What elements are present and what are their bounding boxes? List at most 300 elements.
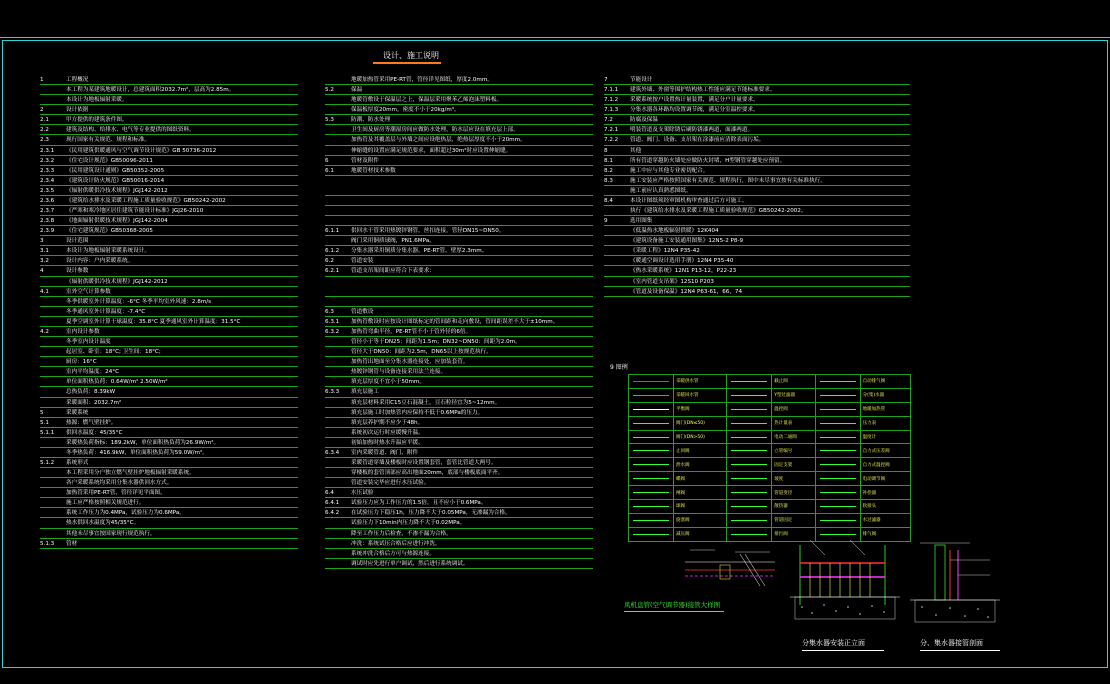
legend-label: 补偿器 bbox=[860, 486, 910, 500]
legend-symbol bbox=[629, 486, 674, 500]
note-text: 《建筑设备施工安装通用图集》12N5-2 P8-9 bbox=[630, 238, 744, 245]
note-row bbox=[325, 418, 593, 428]
note-text: 系统冲洗合格后方可与热源连接。 bbox=[351, 550, 435, 557]
note-number: 2.1 bbox=[40, 117, 49, 124]
legend-symbol bbox=[629, 500, 674, 514]
note-row bbox=[325, 468, 593, 478]
note-number: 6.2.1 bbox=[325, 268, 340, 275]
note-number: 5 bbox=[40, 409, 44, 416]
note-row bbox=[40, 468, 298, 478]
note-number: 6 bbox=[325, 157, 329, 164]
note-text: 设计依据 bbox=[66, 107, 89, 114]
legend-row bbox=[629, 486, 911, 500]
notes-column-left bbox=[40, 75, 298, 549]
note-text: 水压试验 bbox=[351, 490, 374, 497]
legend-line-icon bbox=[633, 381, 669, 382]
note-row bbox=[604, 236, 910, 246]
note-text: 分集水器各环路均设置调节阀，满足分室温控要求。 bbox=[630, 107, 759, 114]
note-text: 《民用建筑设计通则》GB50352-2005 bbox=[66, 167, 165, 174]
note-text: 所有管道穿越防火墙处应做防火封堵，H型钢管穿越处应预留。 bbox=[630, 157, 786, 164]
note-text: 施工应严格按照相关规范进行。 bbox=[66, 500, 145, 507]
legend-label: 分(集)水器 bbox=[860, 388, 910, 402]
note-row bbox=[40, 206, 298, 216]
note-text: 在试验压力下稳压1h，压力降不大于0.05MPa，无渗漏为合格。 bbox=[351, 510, 511, 517]
note-number: 6.2 bbox=[325, 258, 334, 265]
note-row bbox=[40, 85, 298, 95]
note-text: 《采暖工程》12N4 P35-42 bbox=[630, 248, 700, 255]
note-text: 《低温热水地板辐射供暖》12K404 bbox=[630, 228, 719, 235]
note-text: 工程概况 bbox=[66, 77, 89, 83]
note-text: 系统工作压力为0.4MPa，试验压力为0.6MPa。 bbox=[66, 510, 185, 517]
note-row bbox=[325, 478, 593, 488]
note-text: 冬季热负荷：416.9kW，单位面积热负荷为59.0W/m²。 bbox=[66, 449, 208, 456]
legend-label: 闸阀 bbox=[674, 486, 727, 500]
note-number: 2 bbox=[40, 107, 44, 114]
note-text: 设计范围 bbox=[66, 238, 89, 245]
note-row bbox=[604, 196, 910, 206]
note-row bbox=[40, 125, 298, 135]
note-row bbox=[325, 266, 593, 276]
note-row bbox=[604, 176, 910, 186]
legend-symbol bbox=[629, 472, 674, 486]
note-row bbox=[40, 508, 298, 518]
note-text: 管道敷设 bbox=[351, 308, 374, 315]
legend-symbol bbox=[815, 458, 860, 472]
frame-top-line bbox=[0, 37, 1110, 38]
note-text: 采暖系统 bbox=[66, 409, 89, 416]
note-row bbox=[325, 196, 593, 206]
caption-fan-coil-detail: 风机盘管(空气调节器)接管大样图 bbox=[624, 601, 721, 609]
note-number: 8.3 bbox=[604, 177, 613, 184]
note-number: 7.2.2 bbox=[604, 137, 619, 144]
note-text: 管道安装 bbox=[351, 258, 374, 265]
note-row bbox=[325, 186, 593, 196]
legend-label: 电动二通阀 bbox=[772, 430, 815, 444]
legend-line-icon bbox=[731, 381, 767, 382]
caption-manifold-section: 分、集水器接管剖面 bbox=[920, 639, 983, 647]
legend-label: 立管编号 bbox=[772, 444, 815, 458]
note-row bbox=[325, 277, 593, 287]
note-number: 3 bbox=[40, 238, 44, 245]
note-text: 热水供回水温度为45/35°C。 bbox=[66, 520, 140, 527]
note-number: 6.3.1 bbox=[325, 318, 340, 325]
legend-label: Y型过滤器 bbox=[772, 388, 815, 402]
note-text: 地暖管敷设于保温层之上，保温层采用聚苯乙烯泡沫塑料板。 bbox=[351, 97, 503, 104]
note-text: 《住宅设计规范》GB50096-2011 bbox=[66, 157, 153, 164]
note-text: 地暖管材技术参数 bbox=[351, 167, 396, 174]
note-row bbox=[325, 95, 593, 105]
note-row bbox=[604, 75, 910, 85]
legend-label: 阀门(DN≤50) bbox=[674, 416, 727, 430]
note-number: 5.1.2 bbox=[40, 459, 55, 466]
note-row bbox=[40, 266, 298, 276]
legend-line-icon bbox=[820, 464, 856, 465]
note-number: 4.2 bbox=[40, 328, 49, 335]
note-number: 2.3 bbox=[40, 137, 49, 144]
note-row bbox=[40, 75, 298, 85]
legend-symbol bbox=[727, 458, 772, 472]
legend-line-icon bbox=[731, 437, 767, 438]
note-text: 其他 bbox=[630, 147, 642, 154]
note-row bbox=[325, 297, 593, 307]
note-row bbox=[325, 357, 593, 367]
legend-line-icon bbox=[731, 506, 767, 507]
legend-label: 采暖供水管 bbox=[674, 375, 727, 389]
note-number: 2.3.3 bbox=[40, 167, 55, 174]
note-row bbox=[40, 408, 298, 418]
note-row bbox=[40, 518, 298, 528]
note-row bbox=[325, 347, 593, 357]
note-row bbox=[325, 458, 593, 468]
note-row bbox=[604, 105, 910, 115]
note-row bbox=[40, 377, 298, 387]
legend-symbol bbox=[815, 430, 860, 444]
legend-row bbox=[629, 458, 911, 472]
note-text: 采暖热负荷指标：189.2kW，单位面积热负荷为26.9W/m²。 bbox=[66, 439, 220, 446]
note-row bbox=[325, 408, 593, 418]
note-number: 2.3.2 bbox=[40, 157, 55, 164]
note-row bbox=[325, 216, 593, 226]
note-row bbox=[40, 236, 298, 246]
note-text: 《建筑设计防火规范》GB50016-2014 bbox=[66, 177, 165, 184]
note-number: 6.1.1 bbox=[325, 228, 340, 235]
note-number: 8.1 bbox=[604, 157, 613, 164]
legend-symbol bbox=[727, 375, 772, 389]
note-text: 填充层厚度不宜小于50mm。 bbox=[351, 379, 425, 386]
note-text: 室内采暖管道、阀门、附件 bbox=[351, 449, 419, 456]
note-text: 降至工作压力后检查，不渗不漏为合格。 bbox=[351, 530, 452, 537]
legend-label: 水过滤器 bbox=[860, 513, 910, 527]
legend-line-icon bbox=[820, 520, 856, 521]
note-row bbox=[325, 287, 593, 297]
note-row bbox=[40, 357, 298, 367]
note-number: 8.4 bbox=[604, 197, 613, 204]
legend-label: 电动调节阀 bbox=[860, 472, 910, 486]
note-text: 《室内管道支吊架》12S10 P203 bbox=[630, 278, 714, 285]
note-row bbox=[40, 297, 298, 307]
notes-column-right bbox=[604, 75, 910, 297]
note-number: 8 bbox=[604, 147, 608, 154]
legend-row bbox=[629, 388, 911, 402]
note-row bbox=[40, 448, 298, 458]
note-row bbox=[325, 438, 593, 448]
legend-symbol bbox=[629, 430, 674, 444]
note-text: 厨房：16°C bbox=[66, 359, 97, 366]
legend-symbol bbox=[815, 500, 860, 514]
note-row bbox=[325, 508, 593, 518]
legend-symbol bbox=[629, 402, 674, 416]
legend-label: 地暖加热管 bbox=[860, 402, 910, 416]
note-row bbox=[325, 387, 593, 397]
legend-line-icon bbox=[731, 464, 767, 465]
legend-line-icon bbox=[820, 506, 856, 507]
note-text: 施工中应与其他专业密切配合。 bbox=[630, 167, 709, 174]
note-text: 热镀锌钢管与设备连接采用法兰连接。 bbox=[351, 369, 447, 376]
note-text: 《民用建筑供暖通风与空气调节设计规范》GB 50736-2012 bbox=[66, 147, 217, 154]
note-number: 2.3.7 bbox=[40, 208, 55, 215]
legend-label: 温控阀 bbox=[772, 402, 815, 416]
note-text: 《地面辐射供暖技术规程》JGJ142-2004 bbox=[66, 218, 168, 225]
note-number: 6.4.1 bbox=[325, 500, 340, 507]
note-row bbox=[604, 277, 910, 287]
legend-symbol bbox=[815, 444, 860, 458]
legend-symbol bbox=[629, 513, 674, 527]
note-number: 3.2 bbox=[40, 258, 49, 265]
note-row bbox=[325, 75, 593, 85]
note-row bbox=[40, 166, 298, 176]
legend-symbol bbox=[629, 527, 674, 541]
legend-line-icon bbox=[633, 423, 669, 424]
legend-label: 旋塞阀 bbox=[674, 513, 727, 527]
note-number: 2.3.9 bbox=[40, 228, 55, 235]
note-number: 2.3.8 bbox=[40, 218, 55, 225]
note-text: 冬季供暖室外计算温度：-6°C 冬季平均室外风速：2.8m/s bbox=[66, 298, 212, 305]
legend-line-icon bbox=[731, 478, 767, 479]
legend-symbol bbox=[727, 513, 772, 527]
note-number: 7.1.1 bbox=[604, 87, 619, 94]
note-text: 现行国家有关规范、规程和标准。 bbox=[66, 137, 150, 144]
note-number: 2.3.4 bbox=[40, 177, 55, 184]
note-text: 《暖通空调设计选用手册》12N4 P35-40 bbox=[630, 258, 734, 265]
legend-symbol bbox=[629, 388, 674, 402]
legend-symbol bbox=[815, 375, 860, 389]
legend-line-icon bbox=[633, 520, 669, 521]
legend-row bbox=[629, 500, 911, 514]
note-text: 选用图集 bbox=[630, 218, 653, 225]
note-row bbox=[40, 438, 298, 448]
note-number: 5.1.3 bbox=[40, 540, 55, 547]
note-text: 管径大于DN50：间距为2.5m，DN65以上按规范执行。 bbox=[351, 349, 492, 356]
note-text: 明装管道及支架除锈后刷防锈漆两道，面漆两道。 bbox=[630, 127, 754, 134]
note-text: 采暖系统按户设置热计量装置，满足分户计量要求。 bbox=[630, 97, 759, 104]
detail-manifold-section-drawing bbox=[910, 535, 1000, 635]
note-text: 管材 bbox=[66, 540, 78, 547]
note-number: 7 bbox=[604, 77, 608, 83]
note-row bbox=[40, 337, 298, 347]
note-row bbox=[40, 539, 298, 549]
legend-label: 压力表 bbox=[860, 416, 910, 430]
note-text: 单位面积热负荷：0.64W/m² 2.50W/m² bbox=[66, 379, 168, 386]
note-number: 5.1.1 bbox=[40, 429, 55, 436]
note-number: 6.3.3 bbox=[325, 389, 340, 396]
note-row bbox=[325, 166, 593, 176]
legend-label: 软接头 bbox=[860, 500, 910, 514]
legend-row bbox=[629, 513, 911, 527]
note-row bbox=[604, 156, 910, 166]
note-row bbox=[40, 277, 298, 287]
note-number: 2.3.5 bbox=[40, 187, 55, 194]
note-row bbox=[325, 377, 593, 387]
note-row bbox=[40, 105, 298, 115]
legend-symbol bbox=[629, 458, 674, 472]
note-number: 9 bbox=[604, 218, 608, 225]
legend-row bbox=[629, 430, 911, 444]
note-row bbox=[40, 115, 298, 125]
note-row bbox=[604, 115, 910, 125]
note-row bbox=[325, 115, 593, 125]
note-text: 保温 bbox=[351, 87, 363, 94]
note-text: 采暖面积：2032.7m² bbox=[66, 399, 122, 406]
note-row bbox=[40, 135, 298, 145]
note-text: 室外空气计算参数 bbox=[66, 288, 111, 295]
note-row bbox=[325, 85, 593, 95]
note-row bbox=[604, 246, 910, 256]
sheet-title-underline bbox=[373, 62, 441, 64]
note-text: 供回水温度：45/35°C bbox=[66, 429, 123, 436]
note-text: 冬季室内设计温度 bbox=[66, 339, 111, 346]
notes-column-middle bbox=[325, 75, 593, 569]
note-row bbox=[325, 146, 593, 156]
note-number: 6.4 bbox=[325, 490, 334, 497]
legend-row bbox=[629, 402, 911, 416]
note-text: 穿楼板的套管顶部应高出地面20mm，底部与楼板底面平齐。 bbox=[351, 470, 504, 477]
legend-label: 阀门(DN>50) bbox=[674, 430, 727, 444]
legend-symbol bbox=[815, 486, 860, 500]
note-row bbox=[325, 518, 593, 528]
note-text: 卫生间及厨房等潮湿房间应做防水处理，防水层应设在填充层上部。 bbox=[351, 127, 519, 134]
note-row bbox=[325, 226, 593, 236]
note-row bbox=[604, 216, 910, 226]
note-text: 管道支吊架间距应符合下表要求： bbox=[351, 268, 435, 275]
note-number: 4 bbox=[40, 268, 44, 275]
note-text: 调试时应先进行单户调试，然后进行系统调试。 bbox=[351, 560, 469, 567]
note-row bbox=[604, 146, 910, 156]
note-row bbox=[40, 176, 298, 186]
note-number: 2.3.1 bbox=[40, 147, 55, 154]
note-row bbox=[604, 287, 910, 297]
note-text: 试验压力下10min内压力降不大于0.02MPa。 bbox=[351, 520, 466, 527]
note-row bbox=[325, 448, 593, 458]
note-row bbox=[325, 398, 593, 408]
note-text: 冲洗：系统试压合格后应进行冲洗。 bbox=[351, 540, 441, 547]
note-row bbox=[604, 135, 910, 145]
legend-line-icon bbox=[731, 450, 767, 451]
note-text: 系统初次运行时应缓慢升温。 bbox=[351, 429, 424, 436]
note-row bbox=[325, 498, 593, 508]
note-row bbox=[40, 307, 298, 317]
caption-fan-coil-underline bbox=[624, 611, 724, 612]
legend-label: 泄水阀 bbox=[674, 458, 727, 472]
legend-line-icon bbox=[820, 381, 856, 382]
note-row bbox=[40, 186, 298, 196]
note-text: 初始加热时热水升温应平缓。 bbox=[351, 439, 424, 446]
legend-label: 止回阀 bbox=[674, 444, 727, 458]
note-row bbox=[40, 367, 298, 377]
note-row bbox=[40, 498, 298, 508]
legend-line-icon bbox=[820, 437, 856, 438]
legend-symbol bbox=[727, 486, 772, 500]
note-row bbox=[325, 488, 593, 498]
note-text: 本工程采用分户独立燃气壁挂炉地板辐射采暖系统。 bbox=[66, 470, 195, 477]
legend-label: 自动排气阀 bbox=[860, 375, 910, 389]
note-row bbox=[325, 529, 593, 539]
note-text: 《辐射供暖供冷技术规程》JGJ142-2012 bbox=[66, 278, 168, 285]
note-text: 《建筑给水排水及采暖工程施工质量验收规范》GB50242-2002 bbox=[66, 197, 226, 204]
note-row bbox=[325, 367, 593, 377]
note-text: 加热管弯曲半径，PE-RT管不小于管外径的6倍。 bbox=[351, 328, 472, 335]
note-number: 5.3 bbox=[325, 117, 334, 124]
note-text: 其他未尽事宜按国家现行规范执行。 bbox=[66, 530, 156, 537]
note-text: 《辐射供暖供冷技术规程》JGJ142-2012 bbox=[66, 187, 168, 194]
note-row bbox=[40, 317, 298, 327]
legend-symbol bbox=[629, 444, 674, 458]
note-row bbox=[40, 478, 298, 488]
legend-line-icon bbox=[820, 423, 856, 424]
note-text: 夏季空调室外计算干球温度：35.8°C 夏季通风室外计算温度：31.5°C bbox=[66, 318, 241, 325]
note-text: 填充层材料采用C15豆石混凝土，豆石粒径宜为5~12mm。 bbox=[351, 399, 501, 406]
sheet-title: 设计、施工说明 bbox=[383, 51, 439, 60]
note-row bbox=[325, 105, 593, 115]
legend-symbol bbox=[815, 472, 860, 486]
legend-label: 采暖回水管 bbox=[674, 388, 727, 402]
note-text: 本设计为地板辐射采暖系统设计。 bbox=[66, 248, 150, 255]
note-text: 管径小于等于DN25：间距为1.5m；DN32~DN50：间距为2.0m。 bbox=[351, 339, 521, 346]
legend-line-icon bbox=[820, 450, 856, 451]
legend-heading: 9 图例 bbox=[610, 364, 628, 371]
note-row bbox=[40, 256, 298, 266]
legend-line-icon bbox=[731, 409, 767, 410]
note-row bbox=[40, 428, 298, 438]
note-row bbox=[40, 146, 298, 156]
note-number: 5.2 bbox=[325, 87, 334, 94]
caption-manifold-elevation-underline bbox=[802, 650, 884, 651]
legend-line-icon bbox=[633, 478, 669, 479]
note-row bbox=[325, 307, 593, 317]
note-row bbox=[325, 256, 593, 266]
legend-label: 热计量表 bbox=[772, 416, 815, 430]
note-row bbox=[325, 317, 593, 327]
note-row bbox=[325, 559, 593, 569]
legend-symbol bbox=[727, 388, 772, 402]
note-row bbox=[40, 418, 298, 428]
note-text: 防潮、防水处理 bbox=[351, 117, 391, 124]
legend-line-icon bbox=[633, 534, 669, 535]
legend-table bbox=[628, 374, 911, 542]
note-text: 加热管敷设时应按设计图纸标定的管间距和走向敷设，管间距误差不大于±10mm。 bbox=[351, 318, 559, 325]
note-row bbox=[325, 176, 593, 186]
note-row bbox=[604, 186, 910, 196]
legend-label: 截止阀 bbox=[772, 375, 815, 389]
note-row bbox=[40, 246, 298, 256]
note-row bbox=[325, 549, 593, 559]
note-number: 1 bbox=[40, 77, 44, 83]
note-row bbox=[325, 156, 593, 166]
note-text: 建筑及结构、给排水、电气等专业提供的图纸资料。 bbox=[66, 127, 195, 134]
note-number: 7.2.1 bbox=[604, 127, 619, 134]
note-row bbox=[40, 156, 298, 166]
note-text: 采暖管道穿墙及楼板时应设置钢套管，套管比管道大两号。 bbox=[351, 459, 497, 466]
legend-line-icon bbox=[731, 423, 767, 424]
note-text: 分集水器采用铜质分集水器，PE-RT管，壁厚2.3mm。 bbox=[351, 248, 488, 255]
legend-label: 固定支架 bbox=[772, 458, 815, 472]
note-number: 8.2 bbox=[604, 167, 613, 174]
legend-line-icon bbox=[820, 395, 856, 396]
legend-label: 管道变径 bbox=[772, 486, 815, 500]
note-text: 室内平均温度：24°C bbox=[66, 369, 119, 376]
note-number: 6.1.2 bbox=[325, 248, 340, 255]
legend-symbol bbox=[727, 444, 772, 458]
legend-symbol bbox=[727, 402, 772, 416]
legend-row bbox=[629, 416, 911, 430]
legend-symbol bbox=[727, 500, 772, 514]
note-number: 2.2 bbox=[40, 127, 49, 134]
note-row bbox=[604, 125, 910, 135]
legend-label: 平衡阀 bbox=[674, 402, 727, 416]
note-text: 甲方提供的建筑条件图。 bbox=[66, 117, 128, 124]
note-text: 阀门采用铜质球阀，PN1.6MPa。 bbox=[351, 238, 435, 245]
note-text: 冬季通风室外计算温度：-7.4°C bbox=[66, 308, 146, 315]
legend-line-icon bbox=[820, 492, 856, 493]
